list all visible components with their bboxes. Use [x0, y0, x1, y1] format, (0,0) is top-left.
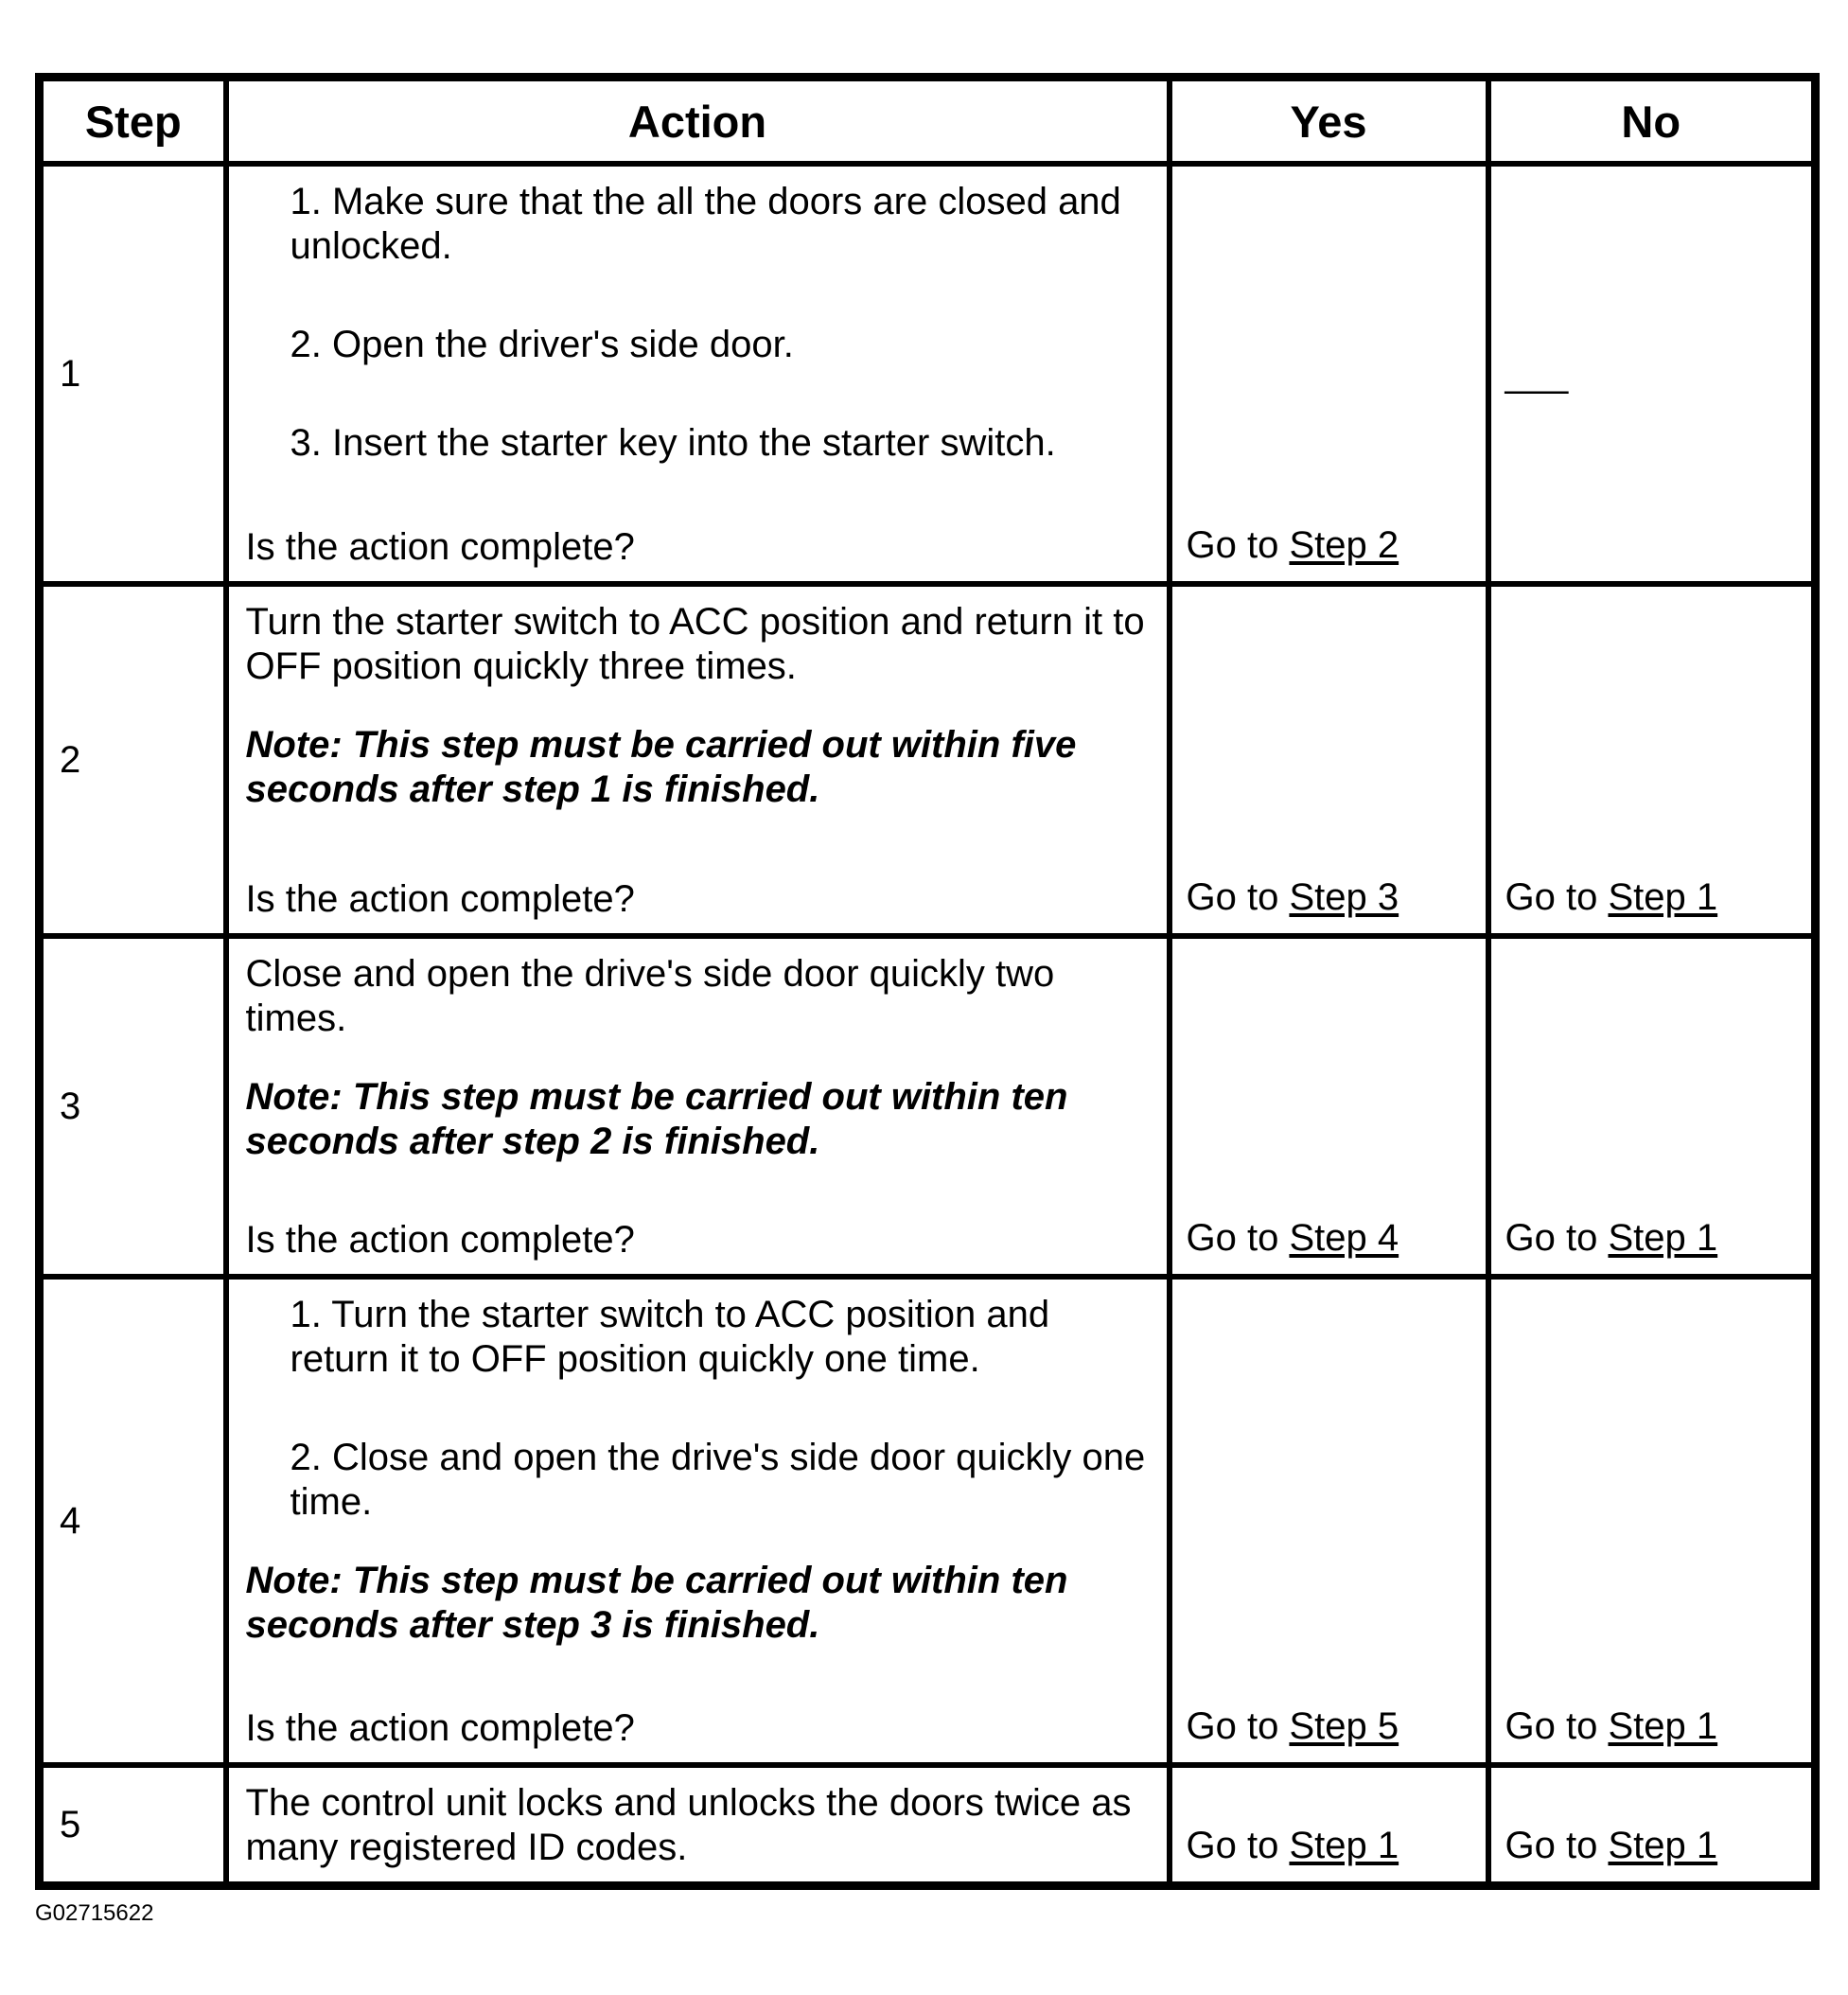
no-step-link[interactable]: Step 1 — [1608, 1705, 1718, 1747]
action-note: Note: This step must be carried out within ten seconds after step 3 is finished. — [245, 1560, 1068, 1646]
yes-step-link[interactable]: Step 4 — [1289, 1217, 1399, 1259]
yes-cell — [1170, 936, 1488, 1277]
table-row — [40, 1277, 1816, 1765]
action-cell — [226, 1765, 1170, 1886]
yes-cell — [1170, 584, 1488, 936]
action-cell — [226, 1277, 1170, 1765]
yes-cell — [1170, 1277, 1488, 1765]
procedure-table — [35, 73, 1820, 1890]
action-text: The control unit locks and unlocks the doors twice as many registered ID codes. — [245, 1782, 1132, 1868]
yes-cell — [1170, 1765, 1488, 1886]
action-item: 2. Open the driver's side door. — [290, 324, 794, 365]
goto-prefix: Go to — [1186, 524, 1290, 566]
header-action: Action — [226, 78, 1170, 165]
action-question: Is the action complete? — [245, 878, 635, 920]
yes-step-link[interactable]: Step 3 — [1289, 876, 1399, 918]
action-cell — [226, 936, 1170, 1277]
yes-cell — [1170, 164, 1488, 584]
header-row — [40, 78, 1816, 165]
step-number: 2 — [40, 584, 226, 936]
action-question: Is the action complete? — [245, 1219, 635, 1261]
yes-step-link[interactable]: Step 2 — [1289, 524, 1399, 566]
table-row — [40, 164, 1816, 584]
no-dash: ___ — [1505, 352, 1569, 395]
no-cell — [1488, 584, 1816, 936]
action-note: Note: This step must be carried out within five seconds after step 1 is finished. — [245, 724, 1077, 810]
action-item: 1. Make sure that the all the doors are closed and unlocked. — [290, 181, 1121, 267]
goto-prefix: Go to — [1186, 1217, 1290, 1259]
header-yes: Yes — [1170, 78, 1488, 165]
action-item: 3. Insert the starter key into the starter switch. — [290, 422, 1056, 464]
action-note: Note: This step must be carried out within ten seconds after step 2 is finished. — [245, 1076, 1068, 1162]
step-number: 3 — [40, 936, 226, 1277]
table-row — [40, 936, 1816, 1277]
action-question: Is the action complete? — [245, 526, 635, 568]
no-step-link[interactable]: Step 1 — [1608, 1825, 1718, 1866]
no-cell — [1488, 936, 1816, 1277]
goto-prefix: Go to — [1505, 876, 1609, 918]
action-cell — [226, 164, 1170, 584]
no-step-link[interactable]: Step 1 — [1608, 876, 1718, 918]
no-cell — [1488, 1765, 1816, 1886]
action-text: Close and open the drive's side door quickly two times. — [245, 953, 1055, 1039]
action-question: Is the action complete? — [245, 1707, 635, 1749]
action-text: Turn the starter switch to ACC position and return it to OFF position quickly three times. — [245, 601, 1145, 687]
goto-prefix: Go to — [1505, 1217, 1609, 1259]
goto-prefix: Go to — [1505, 1705, 1609, 1747]
step-number: 5 — [40, 1765, 226, 1886]
goto-prefix: Go to — [1505, 1825, 1609, 1866]
step-number: 1 — [40, 164, 226, 584]
figure-id: G02715622 — [35, 1900, 154, 1926]
goto-prefix: Go to — [1186, 1825, 1290, 1866]
table-row — [40, 584, 1816, 936]
action-cell — [226, 584, 1170, 936]
action-item: 1. Turn the starter switch to ACC position and return it to OFF position quickly one time. — [290, 1294, 1050, 1380]
header-no: No — [1488, 78, 1816, 165]
no-cell — [1488, 1277, 1816, 1765]
action-item: 2. Close and open the drive's side door quickly one time. — [290, 1437, 1146, 1523]
no-step-link[interactable]: Step 1 — [1608, 1217, 1718, 1259]
table-row — [40, 1765, 1816, 1886]
yes-step-link[interactable]: Step 5 — [1289, 1705, 1399, 1747]
goto-prefix: Go to — [1186, 876, 1290, 918]
no-cell — [1488, 164, 1816, 584]
goto-prefix: Go to — [1186, 1705, 1290, 1747]
step-number: 4 — [40, 1277, 226, 1765]
yes-step-link[interactable]: Step 1 — [1289, 1825, 1399, 1866]
header-step: Step — [40, 78, 226, 165]
